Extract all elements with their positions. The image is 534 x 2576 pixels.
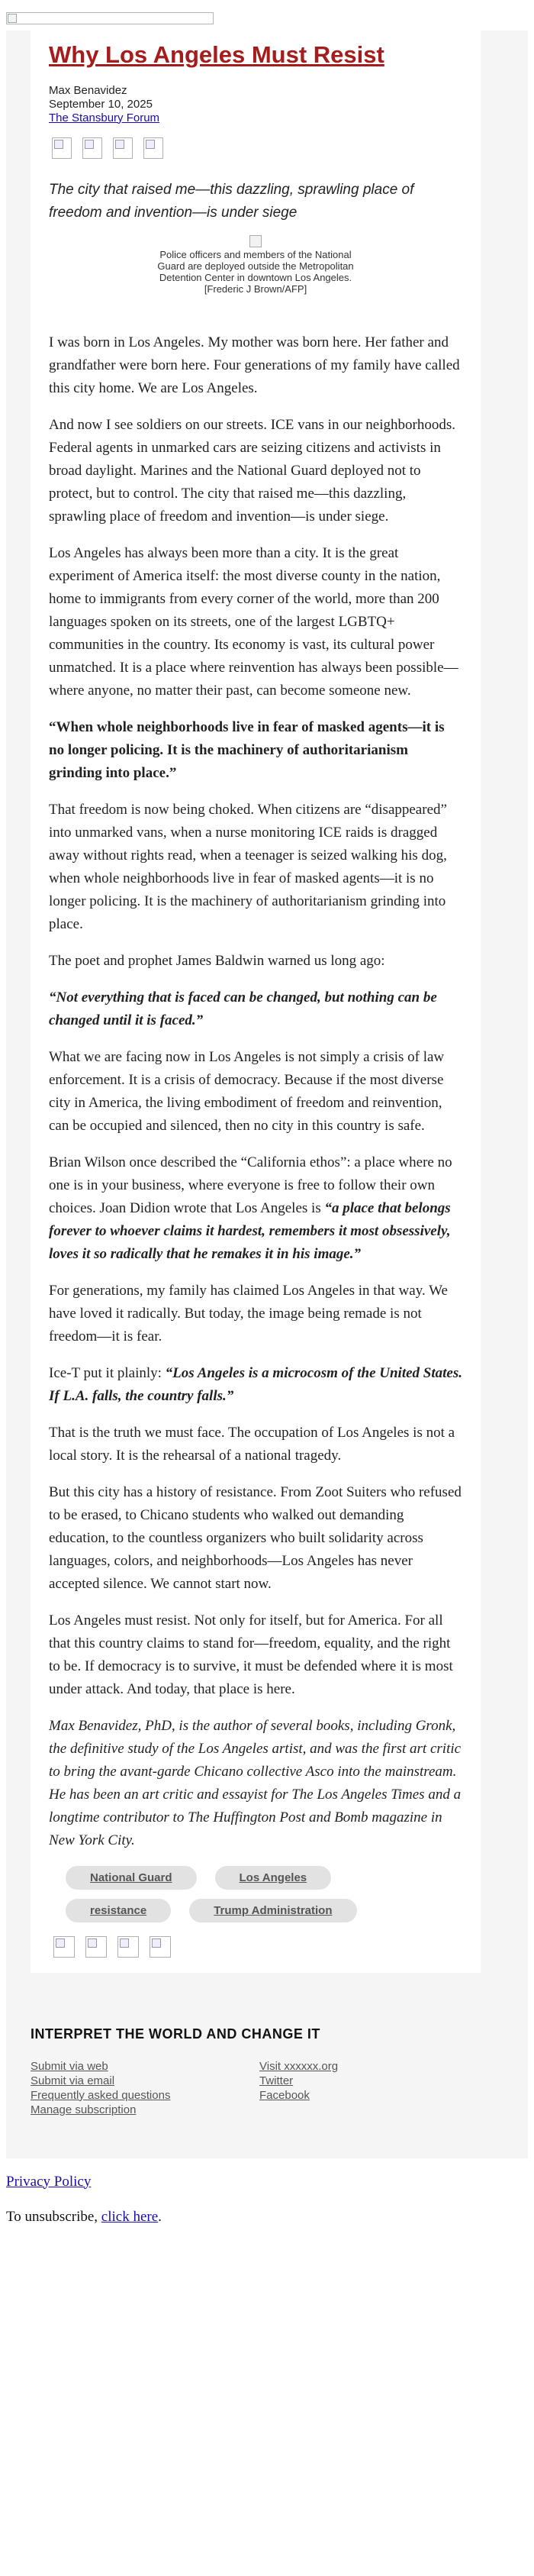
paragraph: That freedom is now being choked. When citizens are “disappeared” into unmarked vans, when a nurse monitoring ICE raids is dragged away without rights read, when a teenager is seized walking his dog, when whole neighborhoods live in fear of masked agents—it is no longer policing. It is the machinery of authoritarianism grinding into place. (49, 801, 447, 932)
footer-heading: INTERPRET THE WORLD AND CHANGE IT (31, 2026, 320, 2042)
broken-image-icon (249, 235, 262, 247)
broken-image-icon (8, 14, 17, 23)
footer-col-right (259, 2059, 488, 2117)
unsubscribe-row (6, 2209, 528, 2226)
publish-date: September 10, 2025 (49, 97, 153, 111)
ice-t-quote: “Los Angeles is a microcosm of the United States. If L.A. falls, the country falls.” (49, 1364, 462, 1404)
paragraph: And now I see soldiers on our streets. ICE vans in our neighborhoods. Federal agents in unmarked cars are seizing citizens and activists in broad daylight. Marines and the National Guard deployed not to protect, but to control. The city that raised me—this dazzling, sprawling place of freedom and invention—is under siege. (49, 416, 455, 525)
logo-image (6, 12, 214, 24)
manage-subscription-link[interactable]: Manage subscription (31, 2103, 137, 2116)
tag-resistance[interactable]: resistance (66, 1899, 171, 1922)
tag-national-guard[interactable]: National Guard (66, 1866, 197, 1890)
paragraph: The poet and prophet James Baldwin warned us long ago: (49, 952, 385, 969)
submit-web-link[interactable]: Submit via web (31, 2059, 108, 2073)
author-name: Max Benavidez (49, 83, 127, 97)
paragraph (49, 1151, 462, 1266)
unsubscribe-text: To unsubscribe, (6, 2208, 101, 2225)
article-subtitle: The city that raised me—this dazzling, sprawling place of freedom and invention—is under siege (49, 181, 414, 221)
paragraph: I was born in Los Angeles. My mother was born here. Her father and grandfather were born here. Four generations of my family have called this city home. We are Los Angeles. (49, 334, 460, 396)
article-body (49, 331, 462, 1852)
share-row-bottom (53, 1936, 462, 1958)
share-icon[interactable] (150, 1936, 171, 1958)
paragraph: Los Angeles has always been more than a city. It is the great experiment of America itself: the most diverse county in the nation, home to immigrants from every corner of the world, more than 200 languages spoken on its streets, one of the largest LGBTQ+ communities in the country. Its economy is vast, its cultural power unmatched. It is a place where reinvention has always been possible—where anyone, no matter their past, can become someone new. (49, 544, 458, 699)
paragraph: What we are facing now in Los Angeles is not simply a crisis of law enforcement. It is a crisis of democracy. Because if the most diverse city in America, the living embodiment of freedom and reinvention, can be occupied and silenced, then no city in this country is safe. (49, 1048, 445, 1134)
baldwin-quote: “Not everything that is faced can be changed, but nothing can be changed until it is faced.” (49, 989, 437, 1028)
paragraph: That is the truth we must face. The occupation of Los Angeles is not a local story. It is the rehearsal of a national tragedy. (49, 1424, 455, 1464)
didion-quote: “a place that belongs forever to whoever claims it hardest, remembers it most obsessively, loves it so radically that he remakes it in his image.” (49, 1199, 451, 1262)
paragraph-text: Ice-T put it plainly: (49, 1364, 166, 1381)
share-icon[interactable] (53, 1936, 75, 1958)
publication-link[interactable]: The Stansbury Forum (49, 111, 160, 124)
visit-site-link[interactable]: Visit xxxxxx.org (259, 2059, 339, 2073)
newsletter-footer (6, 1973, 528, 2117)
pull-quote: “When whole neighborhoods live in fear of masked agents—it is no longer policing. It is the machinery of authoritarianism grinding into place.” (49, 718, 445, 781)
paragraph (49, 1362, 462, 1408)
facebook-link[interactable]: Facebook (259, 2088, 310, 2102)
article-meta (49, 84, 462, 125)
paragraph: For generations, my family has claimed Los Angeles in that way. We have loved it radically. But today, the image being remade is not freedom—it is fear. (49, 1282, 448, 1344)
privacy-policy-link[interactable]: Privacy Policy (6, 2173, 92, 2190)
email-frame (6, 31, 528, 2158)
share-icon[interactable] (117, 1936, 139, 1958)
share-icon[interactable] (82, 137, 102, 159)
paragraph: But this city has a history of resistance. From Zoot Suiters who refused to be erased, to Chicano students who walked out demanding education, to the countless organizers who built solidarity across languages, colors, and neighborhoods—Los Angeles has never accepted silence. We cannot start now. (49, 1483, 462, 1592)
footer-links (31, 2059, 528, 2117)
submit-email-link[interactable]: Submit via email (31, 2074, 115, 2087)
share-icon[interactable] (143, 137, 163, 159)
share-icon[interactable] (52, 137, 72, 159)
image-caption: Police officers and members of the National Guard are deployed outside the Metropolitan Detention Center in downtown Los Angeles. [Frederic J Brown/AFP] (157, 248, 354, 295)
author-bio: Max Benavidez, PhD, is the author of several books, including Gronk, the definitive study of the Los Angeles artist, and was the first art critic to bring the avant-garde Chicano collective Asco into the mainstream. He has been an art critic and essayist for The Los Angeles Times and a longtime contributor to The Huffington Post and Bomb magazine in New York City. (49, 1717, 462, 1848)
unsubscribe-link[interactable]: click here (101, 2208, 159, 2225)
article-figure (149, 235, 362, 295)
share-icon[interactable] (113, 137, 133, 159)
tag-trump-administration[interactable]: Trump Administration (189, 1899, 356, 1922)
tag-los-angeles[interactable]: Los Angeles (215, 1866, 332, 1890)
paragraph: Los Angeles must resist. Not only for itself, but for America. For all that this country claims to stand for—freedom, equality, and the right to be. If democracy is to survive, it must be defended where it is most under attack. And today, that place is here. (49, 1612, 453, 1697)
unsubscribe-period: . (158, 2208, 162, 2225)
article-card (31, 31, 481, 1973)
share-icon[interactable] (85, 1936, 107, 1958)
legal-footer (0, 2158, 534, 2226)
twitter-link[interactable]: Twitter (259, 2074, 294, 2087)
article-title[interactable]: Why Los Angeles Must Resist (49, 41, 384, 68)
paragraph-text: Brian Wilson once described the “California ethos”: a place where no one is in your business, where everyone is free to follow their own choices. Joan Didion wrote that Los Angeles is (49, 1154, 452, 1216)
header (0, 0, 534, 31)
privacy-row (6, 2174, 528, 2190)
faq-link[interactable]: Frequently asked questions (31, 2088, 171, 2102)
footer-col-left (31, 2059, 259, 2117)
tag-list (66, 1866, 386, 1922)
share-row-top (52, 137, 462, 159)
